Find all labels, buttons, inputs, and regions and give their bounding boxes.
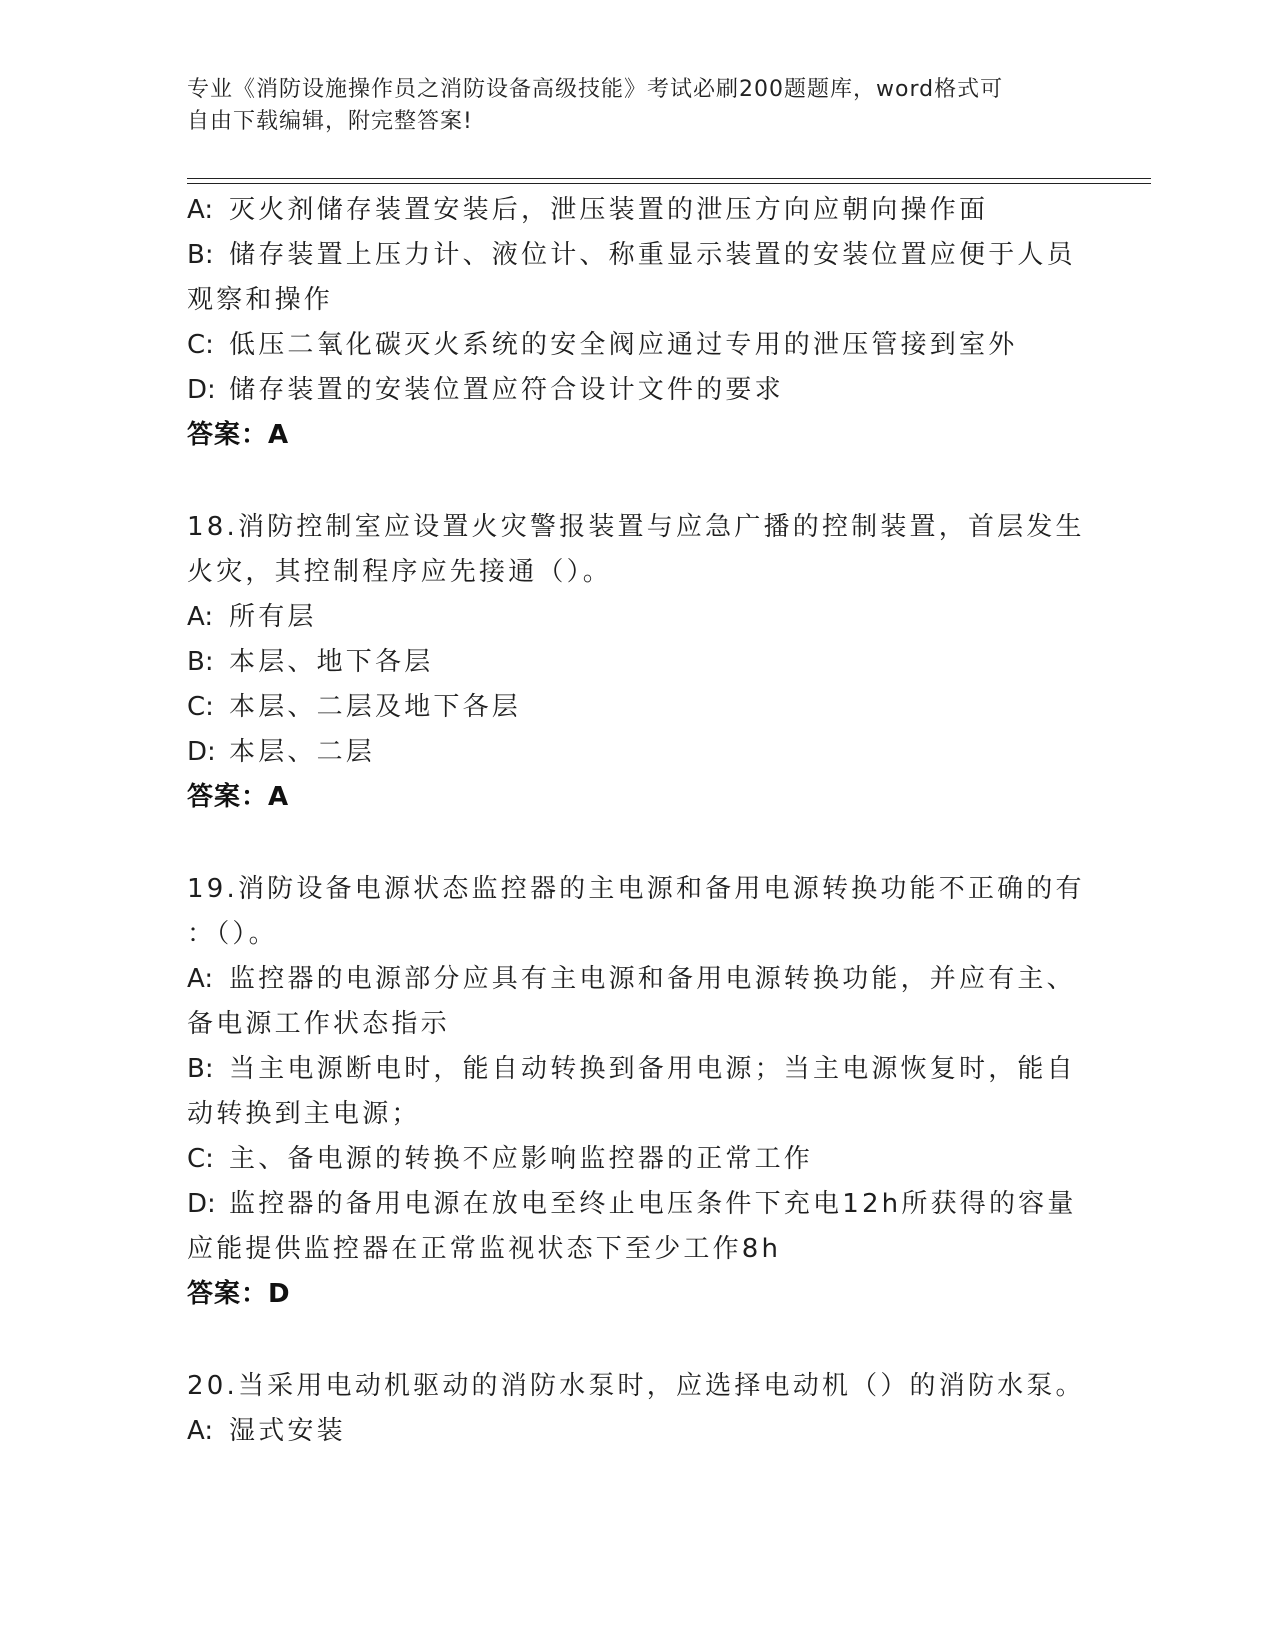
question-19 [187, 867, 1085, 1317]
question-18 [187, 505, 1085, 820]
option-c: C: 主、备电源的转换不应影响监控器的正常工作 [187, 1144, 814, 1174]
header-divider-bottom [187, 183, 1151, 184]
option-d-continued: 应能提供监控器在正常监视状态下至少工作8h [187, 1234, 782, 1264]
question-stem-continued: 火灾，其控制程序应先接通（）。 [187, 557, 613, 587]
question-20 [187, 1364, 1085, 1454]
question-17-tail [187, 188, 1077, 458]
option-c: C: 本层、二层及地下各层 [187, 692, 522, 722]
option-b: B: 当主电源断电时，能自动转换到备用电源；当主电源恢复时，能自 [187, 1054, 1076, 1084]
header-line-1: 专业《消防设施操作员之消防设备高级技能》考试必刷200题题库，word格式可 [187, 77, 1004, 102]
question-stem: 19.消防设备电源状态监控器的主电源和备用电源转换功能不正确的有 [187, 874, 1085, 904]
question-stem: 18.消防控制室应设置火灾警报装置与应急广播的控制装置，首层发生 [187, 512, 1085, 542]
answer: 答案：A [187, 782, 290, 812]
question-stem-continued: ：（）。 [187, 919, 278, 949]
option-b-continued: 观察和操作 [187, 285, 334, 315]
option-b: B: 储存装置上压力计、液位计、称重显示装置的安装位置应便于人员 [187, 240, 1076, 270]
question-stem: 20.当采用电动机驱动的消防水泵时，应选择电动机（）的消防水泵。 [187, 1371, 1085, 1401]
option-c: C: 低压二氧化碳灭火系统的安全阀应通过专用的泄压管接到室外 [187, 330, 1018, 360]
answer: 答案：A [187, 420, 290, 450]
header-divider-top [187, 178, 1151, 179]
answer: 答案：D [187, 1279, 291, 1309]
header-line-2: 自由下载编辑，附完整答案! [187, 109, 473, 134]
option-d: D: 监控器的备用电源在放电至终止电压条件下充电12h所获得的容量 [187, 1189, 1077, 1219]
question-content [187, 188, 1085, 1454]
option-b: B: 本层、地下各层 [187, 647, 434, 677]
option-a: A: 湿式安装 [187, 1416, 346, 1446]
option-b-continued: 动转换到主电源； [187, 1099, 421, 1129]
option-a-continued: 备电源工作状态指示 [187, 1009, 450, 1039]
option-d: D: 储存装置的安装位置应符合设计文件的要求 [187, 375, 784, 405]
option-d: D: 本层、二层 [187, 737, 376, 767]
document-header [187, 74, 1067, 138]
option-a: A: 监控器的电源部分应具有主电源和备用电源转换功能，并应有主、 [187, 964, 1076, 994]
option-a: A: 所有层 [187, 602, 317, 632]
option-a: A: 灭火剂储存装置安装后，泄压装置的泄压方向应朝向操作面 [187, 195, 989, 225]
